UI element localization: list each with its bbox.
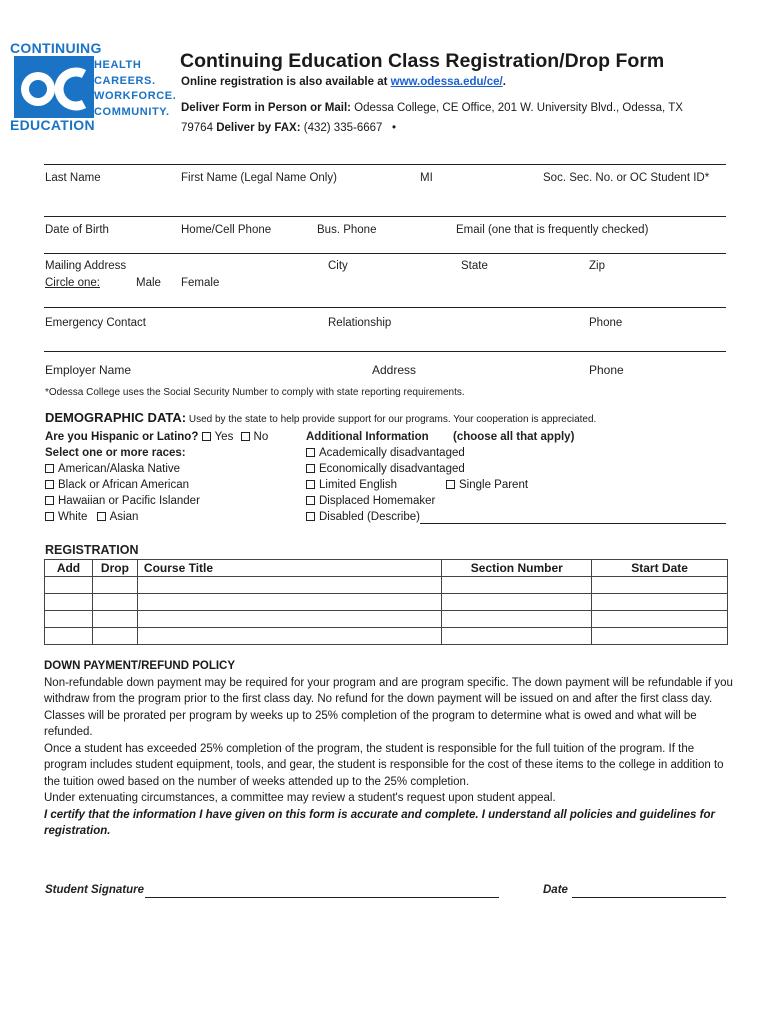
additional-checkbox[interactable] [306, 464, 315, 473]
zip-label: Zip [589, 260, 605, 272]
dob-label: Date of Birth [45, 224, 109, 236]
circle-one-label: Circle one: [45, 277, 100, 289]
student-signature-label: Student Signature [45, 884, 145, 896]
no-checkbox[interactable] [241, 432, 250, 441]
race-checkbox[interactable] [45, 464, 54, 473]
asian-checkbox[interactable] [97, 512, 106, 521]
online-text: Online registration is also available at [181, 76, 391, 88]
email-label: Email (one that is frequently checked) [456, 224, 649, 236]
state-label: State [461, 260, 488, 272]
additional-checkbox[interactable] [306, 496, 315, 505]
refund-policy [44, 658, 734, 840]
race-option [45, 479, 189, 491]
field-rule [44, 216, 726, 217]
ssn-label: Soc. Sec. No. or OC Student ID* [543, 172, 710, 184]
home-phone-label: Home/Cell Phone [181, 224, 272, 236]
policy-paragraph: Once a student has exceeded 25% completion of the program, the student is responsible for the full tuition of the program. If the program includes student equipment, tools, and gear, the student is responsible for the cost of these items to the college in addition to the tuition owed based on the number of weeks attended up to the 25% completion. [44, 742, 724, 788]
male-option[interactable]: Male [136, 277, 161, 289]
policy-heading: DOWN PAYMENT/REFUND POLICY [44, 660, 236, 672]
online-end: . [502, 76, 506, 88]
yes-checkbox[interactable] [202, 432, 211, 441]
ssn-note: *Odessa College uses the Social Security Number to comply with state reporting requirements. [45, 387, 465, 398]
additional-option [306, 479, 397, 491]
table-cell[interactable] [442, 628, 592, 645]
additional-checkbox[interactable] [306, 448, 315, 457]
yes-label: Yes [214, 431, 234, 443]
fax-number: (432) 335-6667 [300, 122, 383, 134]
column-header-section-number: Section Number [442, 560, 592, 577]
logo-line: CAREERS. [94, 74, 156, 87]
additional-label: Academically disadvantaged [319, 447, 465, 459]
table-cell[interactable] [45, 594, 93, 611]
emergency-phone-label: Phone [589, 317, 623, 329]
mailing-address-label: Mailing Address [45, 260, 127, 272]
race-option [45, 495, 200, 507]
first-name-label: First Name (Legal Name Only) [181, 172, 337, 184]
online-registration-note [181, 76, 506, 88]
logo-bottom-text: EDUCATION [10, 117, 95, 133]
employer-name-label: Employer Name [45, 363, 132, 377]
race-option [45, 463, 180, 475]
form-title: Continuing Education Class Registration/Drop Form [180, 50, 665, 72]
deliver-label: Deliver Form in Person or Mail: [181, 102, 351, 114]
column-header-start-date: Start Date [592, 560, 728, 577]
field-rule [44, 164, 726, 165]
race-option-row [45, 511, 138, 523]
additional-option [306, 495, 435, 507]
demographic-note: Used by the state to help provide support for our programs. Your cooperation is appreciated. [186, 414, 597, 425]
table-cell[interactable] [137, 611, 441, 628]
table-cell[interactable] [592, 577, 728, 594]
logo-top-text: CONTINUING [10, 40, 102, 56]
deliver-address: Odessa College, CE Office, 201 W. University Blvd., Odessa, TX 79764 [181, 102, 683, 134]
oc-logo-icon [14, 56, 94, 118]
additional-option [306, 447, 465, 459]
policy-paragraph: Classes will be prorated per program by weeks up to 25% completion of the program to determine what is owed and what will be refunded. [44, 709, 697, 738]
logo-line: HEALTH [94, 59, 142, 71]
table-cell[interactable] [592, 611, 728, 628]
continuing-education-logo [8, 40, 177, 135]
relationship-label: Relationship [328, 317, 392, 329]
race-label: American/Alaska Native [58, 463, 181, 475]
table-cell[interactable] [92, 577, 137, 594]
race-label: Hawaiian or Pacific Islander [58, 495, 200, 507]
bullet: • [392, 122, 397, 134]
additional-option [306, 511, 420, 523]
column-header-course-title: Course Title [137, 560, 441, 577]
white-checkbox[interactable] [45, 512, 54, 521]
delivery-instructions [181, 98, 701, 138]
demographic-heading: DEMOGRAPHIC DATA: [45, 410, 187, 425]
column-header-add: Add [45, 560, 93, 577]
additional-label: Disabled (Describe) [319, 511, 420, 523]
employer-address-label: Address [372, 363, 417, 377]
table-row [45, 628, 728, 645]
logo-line: WORKFORCE. [94, 90, 177, 102]
table-cell[interactable] [45, 611, 93, 628]
fax-label: Deliver by FAX: [216, 122, 301, 134]
table-cell[interactable] [137, 628, 441, 645]
additional-option [306, 463, 465, 475]
table-cell[interactable] [442, 594, 592, 611]
table-cell[interactable] [92, 594, 137, 611]
additional-info-heading: Additional Information [306, 431, 429, 443]
student-signature-line[interactable] [145, 897, 499, 898]
choose-all-note: (choose all that apply) [453, 431, 575, 443]
employer-phone-label: Phone [589, 363, 624, 377]
field-rule [44, 253, 726, 254]
bus-phone-label: Bus. Phone [317, 224, 377, 236]
single-parent-option [446, 479, 528, 491]
table-cell[interactable] [137, 577, 441, 594]
table-cell[interactable] [442, 577, 592, 594]
female-option[interactable]: Female [181, 277, 220, 289]
hispanic-question: Are you Hispanic or Latino? [45, 431, 199, 443]
logo-line: COMMUNITY. [94, 105, 170, 118]
online-registration-link[interactable]: www.odessa.edu/ce/ [390, 76, 503, 88]
single-parent-checkbox[interactable] [446, 480, 455, 489]
table-cell[interactable] [45, 577, 93, 594]
policy-paragraph: Non-refundable down payment may be required for your program and are program specific. The down payment will be refundable if you withdraw from the program prior to the first class day. No refund for the down payment will be issued on and after the first class day. [44, 676, 733, 705]
policy-paragraph: Under extenuating circumstances, a committee may review a student's request upon student appeal. [44, 792, 556, 804]
races-question: Select one or more races: [45, 447, 186, 459]
table-cell[interactable] [137, 594, 441, 611]
race-checkbox[interactable] [45, 496, 54, 505]
table-cell[interactable] [92, 611, 137, 628]
date-line[interactable] [572, 897, 726, 898]
date-label: Date [543, 884, 568, 896]
table-cell[interactable] [592, 594, 728, 611]
additional-label: Displaced Homemaker [319, 495, 436, 507]
white-label: White [58, 511, 88, 523]
table-cell[interactable] [45, 628, 93, 645]
single-parent-label: Single Parent [459, 479, 529, 491]
mi-label: MI [420, 172, 433, 184]
additional-label: Limited English [319, 479, 397, 491]
city-label: City [328, 260, 348, 272]
table-cell[interactable] [442, 611, 592, 628]
additional-checkbox[interactable] [306, 480, 315, 489]
table-row [45, 594, 728, 611]
field-rule [44, 351, 726, 352]
registration-table [44, 559, 728, 645]
hispanic-question-row [45, 431, 268, 443]
table-row [45, 577, 728, 594]
column-header-drop: Drop [92, 560, 137, 577]
registration-heading: REGISTRATION [45, 543, 139, 557]
certification-statement: I certify that the information I have given on this form is accurate and complete. I understand all policies and guidelines for registration. [44, 808, 715, 837]
race-label: Black or African American [58, 479, 190, 491]
demographic-heading-row [45, 410, 596, 425]
table-cell[interactable] [92, 628, 137, 645]
logo-tagline [94, 58, 176, 120]
emergency-contact-label: Emergency Contact [45, 317, 146, 329]
additional-label: Economically disadvantaged [319, 463, 465, 475]
disabled-describe-line[interactable] [420, 523, 726, 524]
additional-checkbox[interactable] [306, 512, 315, 521]
asian-label: Asian [109, 511, 139, 523]
table-cell[interactable] [592, 628, 728, 645]
field-rule [44, 307, 726, 308]
no-label: No [253, 431, 269, 443]
last-name-label: Last Name [45, 172, 101, 184]
table-header-row [45, 560, 728, 577]
table-row [45, 611, 728, 628]
race-checkbox[interactable] [45, 480, 54, 489]
